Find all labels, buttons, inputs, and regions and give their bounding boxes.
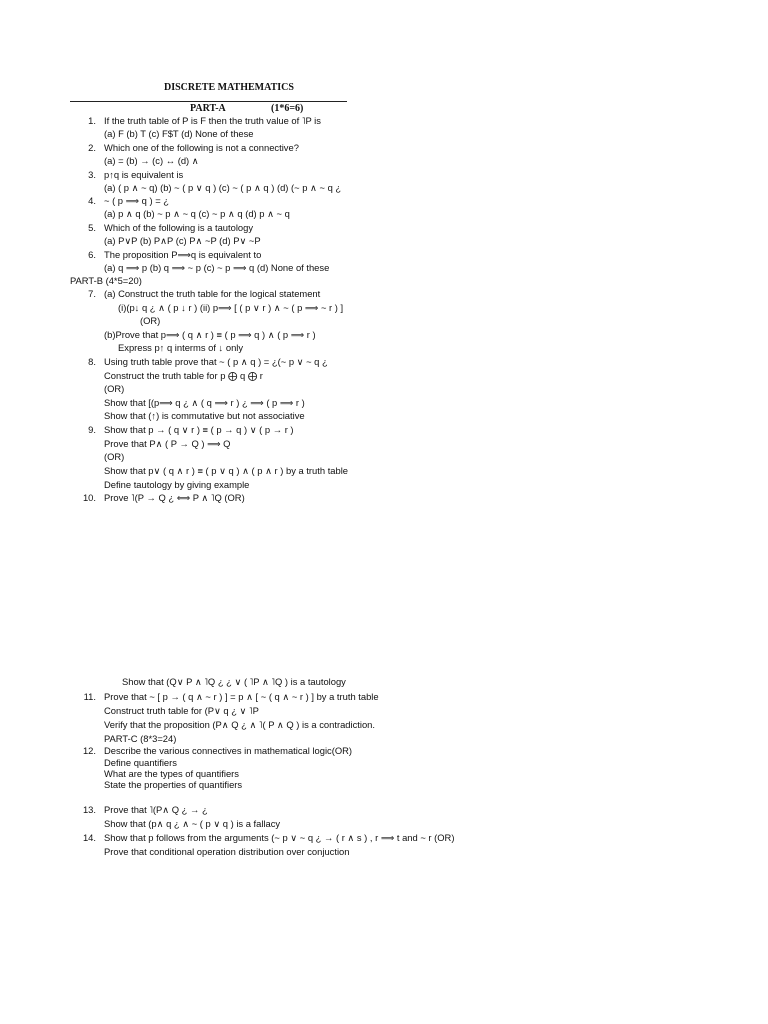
part-b-line: Show that p → ( q ∨ r ) ≡ ( p → q ) ∨ ( p → r ) — [104, 424, 294, 435]
part-b-line: Define tautology by giving example — [104, 479, 250, 490]
lower-line: State the properties of quantifiers — [104, 779, 243, 790]
question-number: 11. — [83, 691, 96, 702]
part-b-line: (a) Construct the truth table for the logical statement — [104, 288, 321, 299]
lower-line: Prove that ˥(P∧ Q ¿ → ¿ — [104, 804, 208, 815]
question-number: 6. — [88, 249, 96, 260]
part-b-line: Construct the truth table for p ⨁ q ⨁ r — [104, 370, 263, 381]
question-options: (a) p ∧ q (b) ~ p ∧ ~ q (c) ~ p ∧ q (d) p ∧ ~ q — [104, 208, 290, 219]
question-options: (a) ( p ∧ ~ q) (b) ~ ( p ∨ q ) (c) ~ ( p ∧ q ) (d) (~ p ∧ ~ q ¿ — [104, 182, 342, 193]
question-number: 4. — [88, 195, 96, 206]
lower-line: Verify that the proposition (P∧ Q ¿ ∧ ˥( P ∧ Q ) is a contradiction. — [104, 719, 375, 730]
part-b-line: Prove ˥(P → Q ¿ ⟺ P ∧ ˥Q (OR) — [104, 492, 245, 503]
question-number: 2. — [88, 142, 96, 153]
question-number: 12. — [82, 745, 96, 756]
document-title: DISCRETE MATHEMATICS — [164, 82, 294, 93]
lower-line: What are the types of quantifiers — [104, 768, 239, 779]
lower-line: Construct truth table for (P∨ q ¿ ∨ ˥P — [104, 705, 259, 716]
part-b-heading: PART-B (4*5=20) — [70, 275, 142, 286]
part-b-line: (b)Prove that p⟹ ( q ∧ r ) ≡ ( p ⟹ q ) ∧ ( p ⟹ r ) — [104, 329, 316, 340]
part-b-line: (OR) — [104, 383, 125, 394]
lower-line: Prove that ~ [ p → ( q ∧ ~ r ) ] = p ∧ [ ~ ( q ∧ ~ r ) ] by a truth table — [104, 691, 379, 702]
question-text: ~ ( p ⟹ q ) = ¿ — [104, 195, 170, 206]
question-number: 7. — [88, 288, 96, 299]
question-number: 10. — [82, 492, 96, 503]
lower-line: Show that (p∧ q ¿ ∧ ~ ( p ∨ q ) is a fallacy — [104, 818, 281, 829]
part-b-line: (OR) — [104, 451, 125, 462]
part-b-line: Show that p∨ ( q ∧ r ) ≡ ( p ∨ q ) ∧ ( p ∧ r ) by a truth table — [104, 465, 349, 476]
lower-line: Show that (Q∨ P ∧ ˥Q ¿ ¿ ∨ ( ˥P ∧ ˥Q ) is a tautology — [122, 676, 346, 687]
question-number: 1. — [88, 115, 96, 126]
question-number: 14. — [82, 832, 96, 843]
question-options: (a) q ⟹ p (b) q ⟹ ~ p (c) ~ p ⟹ q (d) None of these — [104, 262, 330, 273]
question-text: Which of the following is a tautology — [104, 222, 254, 233]
question-text: If the truth table of P is F then the truth value of ˥P is — [104, 115, 321, 126]
question-number: 8. — [88, 356, 96, 367]
lower-line: Define quantifiers — [104, 757, 177, 768]
part-b-line: (OR) — [140, 315, 161, 326]
lower-line: Show that p follows from the arguments (~ p ∨ ~ q ¿ → ( r ∧ s ) , r ⟹ t and ~ r (OR) — [104, 832, 455, 843]
question-text: p↑q is equivalent is — [104, 169, 184, 180]
lower-line: PART-C (8*3=24) — [104, 733, 177, 744]
question-number: 9. — [88, 424, 96, 435]
lower-line: Prove that conditional operation distribution over conjuction — [104, 846, 350, 857]
question-options: (a) P∨P (b) P∧P (c) P∧ ~P (d) P∨ ~P — [104, 235, 261, 246]
question-text: Which one of the following is not a connective? — [104, 142, 299, 153]
question-text: The proposition P⟹q is equivalent to — [104, 249, 262, 260]
title-divider — [70, 101, 347, 102]
part-b-line: Using truth table prove that ~ ( p ∧ q ) = ¿(~ p ∨ ~ q ¿ — [104, 356, 328, 367]
part-b-line: Show that (↑) is commutative but not associative — [104, 410, 305, 421]
question-options: (a) F (b) T (c) F$T (d) None of these — [104, 128, 254, 139]
part-a-heading: PART-A — [190, 103, 226, 114]
part-b-line: Prove that P∧ ( P → Q ) ⟹ Q — [104, 438, 231, 449]
question-number: 5. — [88, 222, 96, 233]
question-options: (a) = (b) → (c) ↔ (d) ∧ — [104, 155, 199, 166]
part-b-line: Show that [(p⟹ q ¿ ∧ ( q ⟹ r ) ¿ ⟹ ( p ⟹ r ) — [104, 397, 305, 408]
question-number: 13. — [82, 804, 96, 815]
part-b-line: (i)(p↓ q ¿ ∧ ( p ↓ r ) (ii) p⟹ [ ( p ∨ r ) ∧ ~ ( p ⟹ ~ r ) ] — [118, 302, 344, 313]
lower-line: Describe the various connectives in mathematical logic(OR) — [104, 745, 353, 756]
part-b-line: Express p↑ q interms of ↓ only — [118, 342, 244, 353]
question-number: 3. — [88, 169, 96, 180]
part-a-marks: (1*6=6) — [271, 103, 304, 114]
